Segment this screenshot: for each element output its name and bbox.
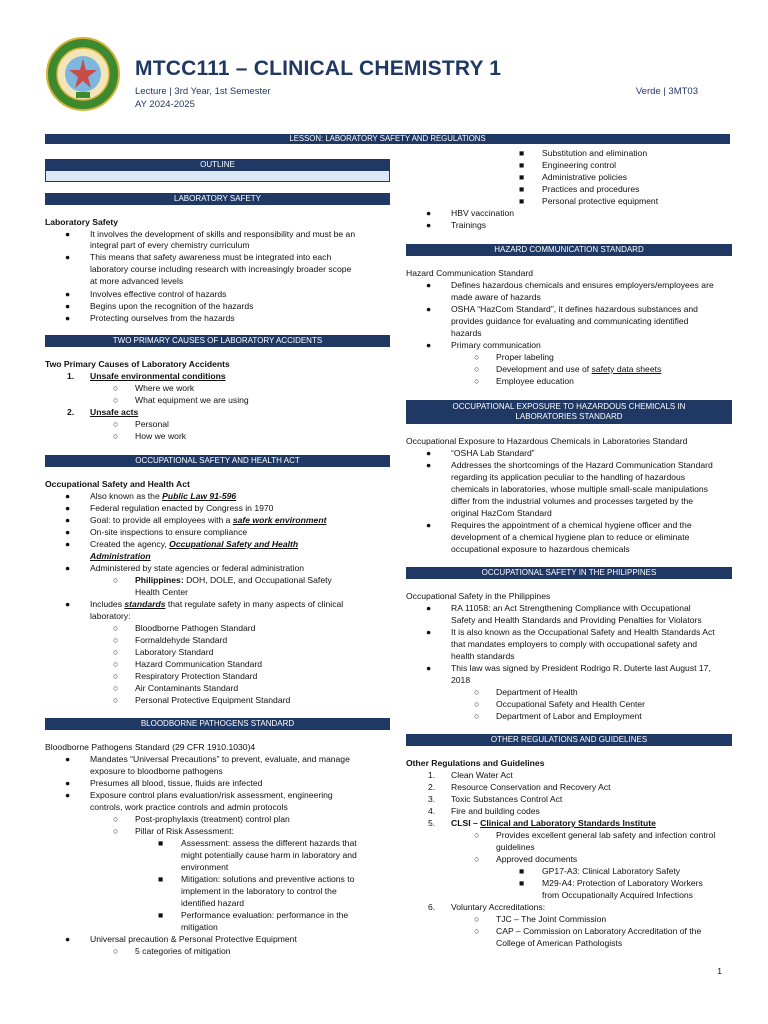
org-title: Other Regulations and Guidelines — [406, 758, 545, 768]
text: Development and use of — [496, 364, 592, 374]
oe-header — [406, 400, 732, 424]
square-bullet: ■ — [519, 160, 525, 170]
list-item: Toxic Substances Control Act — [451, 794, 563, 804]
list-item: CAP – Commission on Laboratory Accreditation of the — [496, 926, 702, 936]
list-item: Addresses the shortcomings of the Hazard Communication Standard — [451, 460, 713, 470]
list-item: TJC – The Joint Commission — [496, 914, 607, 924]
list-item: identified hazard — [181, 898, 245, 908]
osha-header: OCCUPATIONAL SAFETY AND HEALTH ACT — [45, 455, 390, 467]
page-number: 1 — [717, 966, 722, 976]
bullet: ● — [65, 301, 71, 311]
list-item: HBV vaccination — [451, 208, 515, 218]
bullet: ● — [426, 280, 432, 290]
list-item: Respiratory Protection Standard — [135, 671, 258, 681]
college-seal-logo — [46, 37, 120, 111]
list-item: GP17-A3: Clinical Laboratory Safety — [542, 866, 681, 876]
bullet: ● — [426, 460, 432, 470]
list-item: Pillar of Risk Assessment: — [135, 826, 234, 836]
list-item: occupational exposure to hazardous chemicals — [451, 544, 630, 554]
list-item: environment — [181, 862, 229, 872]
bullet: ● — [65, 313, 71, 323]
list-number: 5. — [428, 818, 436, 828]
list-item: Department of Labor and Employment — [496, 711, 642, 721]
list-item — [90, 515, 326, 527]
bullet: ● — [65, 289, 71, 299]
list-item: mitigation — [181, 922, 218, 932]
circle-bullet: ○ — [113, 395, 119, 405]
circle-bullet: ○ — [113, 431, 119, 441]
list-item — [90, 491, 236, 503]
list-item: Proper labeling — [496, 352, 554, 362]
lab-safety-title: Laboratory Safety — [45, 217, 119, 227]
bullet: ● — [426, 208, 432, 218]
list-item: Mandates “Universal Precautions” to prevent, evaluate, and manage — [90, 754, 350, 764]
list-item: Performance evaluation: performance in the — [181, 910, 349, 920]
list-item: RA 11058: an Act Strengthening Compliance with Occupational — [451, 603, 691, 613]
list-item: Clean Water Act — [451, 770, 513, 780]
bullet: ● — [65, 503, 71, 513]
list-item: Exposure control plans evaluation/risk assessment, engineering — [90, 790, 333, 800]
list-item: It involves the development of skills and responsibility and must be an — [90, 229, 356, 239]
bullet: ● — [426, 304, 432, 314]
bullet: ● — [65, 790, 71, 800]
list-item: Defines hazardous chemicals and ensures employers/employees are — [451, 280, 714, 290]
hcs-title: Hazard Communication Standard — [406, 268, 534, 278]
list-item — [135, 575, 332, 587]
list-item: Employee education — [496, 376, 574, 386]
list-number: 1. — [67, 371, 75, 381]
cause-2: Unsafe acts — [90, 407, 139, 417]
bullet: ● — [426, 603, 432, 613]
text: CLSI – — [451, 818, 481, 828]
emphasis: Clinical and Laboratory Standards Institute — [480, 818, 656, 828]
list-item: from Occupationally Acquired Infections — [542, 890, 693, 900]
list-item: Substitution and elimination — [542, 148, 648, 158]
text: that regulate safety in many aspects of clinical — [165, 599, 344, 609]
list-item: Provides excellent general lab safety and infection control — [496, 830, 716, 840]
list-item: Fire and building codes — [451, 806, 540, 816]
list-item: M29-A4: Protection of Laboratory Workers — [542, 878, 703, 888]
list-item: Federal regulation enacted by Congress in 1970 — [90, 503, 274, 513]
list-item: Requires the appointment of a chemical hygiene officer and the — [451, 520, 692, 530]
circle-bullet: ○ — [474, 687, 480, 697]
circle-bullet: ○ — [474, 699, 480, 709]
list-item: Voluntary Accreditations: — [451, 902, 546, 912]
list-item: differ from the industrial volumes and processes targeted by the — [451, 496, 694, 506]
emphasis: Philippines: — [135, 575, 184, 585]
list-number: 2. — [67, 407, 75, 417]
list-item: Bloodborne Pathogen Standard — [135, 623, 256, 633]
square-bullet: ■ — [519, 878, 525, 888]
bullet: ● — [65, 539, 71, 549]
circle-bullet: ○ — [474, 926, 480, 936]
circle-bullet: ○ — [113, 671, 119, 681]
circle-bullet: ○ — [113, 647, 119, 657]
course-title: MTCC111 – CLINICAL CHEMISTRY 1 — [135, 57, 502, 80]
list-item: Presumes all blood, tissue, fluids are infected — [90, 778, 263, 788]
oe-header-line2: LABORATORIES STANDARD — [515, 412, 623, 421]
author-section: Verde | 3MT03 — [635, 86, 698, 97]
ph-header: OCCUPATIONAL SAFETY IN THE PHILIPPINES — [406, 567, 732, 579]
list-item — [451, 818, 656, 830]
circle-bullet: ○ — [474, 914, 480, 924]
list-item: chemicals in laboratories, whose multiple small-scale manipulations — [451, 484, 708, 494]
list-item — [90, 599, 343, 611]
circle-bullet: ○ — [113, 695, 119, 705]
oe-header-line1: OCCUPATIONAL EXPOSURE TO HAZARDOUS CHEMICALS IN — [452, 402, 686, 411]
circle-bullet: ○ — [113, 659, 119, 669]
list-item: Universal precaution & Personal Protective Equipment — [90, 934, 297, 944]
list-item: Personal — [135, 419, 169, 429]
two-causes-header: TWO PRIMARY CAUSES OF LABORATORY ACCIDENTS — [45, 335, 390, 347]
bullet: ● — [65, 778, 71, 788]
list-item: Approved documents — [496, 854, 578, 864]
list-item: It is also known as the Occupational Safety and Health Standards Act — [451, 627, 715, 637]
bullet: ● — [65, 527, 71, 537]
bbp-title: Bloodborne Pathogens Standard (29 CFR 1910.1030)4 — [45, 742, 256, 752]
bullet: ● — [65, 563, 71, 573]
circle-bullet: ○ — [113, 623, 119, 633]
list-item: 2018 — [451, 675, 471, 685]
list-item: health standards — [451, 651, 515, 661]
list-item: Personal Protective Equipment Standard — [135, 695, 291, 705]
list-item: Post-prophylaxis (treatment) control plan — [135, 814, 290, 824]
list-item: Health Center — [135, 587, 189, 597]
list-item: Formaldehyde Standard — [135, 635, 228, 645]
lab-safety-header: LABORATORY SAFETY — [45, 193, 390, 205]
bullet: ● — [65, 934, 71, 944]
list-item: at more advanced levels — [90, 276, 184, 286]
list-item: “OSHA Lab Standard” — [451, 448, 535, 458]
list-item: This means that safety awareness must be integrated into each — [90, 252, 332, 262]
circle-bullet: ○ — [474, 711, 480, 721]
list-number: 6. — [428, 902, 436, 912]
circle-bullet: ○ — [113, 575, 119, 585]
list-item: implement in the laboratory to control the — [181, 886, 337, 896]
square-bullet: ■ — [519, 148, 525, 158]
list-item: Primary communication — [451, 340, 541, 350]
oe-title: Occupational Exposure to Hazardous Chemicals in Laboratories Standard — [406, 436, 688, 446]
list-item: that mandates employers to comply with occupational safety and — [451, 639, 698, 649]
bullet: ● — [426, 340, 432, 350]
circle-bullet: ○ — [474, 352, 480, 362]
list-item: OSHA “HazCom Standard”, it defines hazardous substances and — [451, 304, 698, 314]
circle-bullet: ○ — [474, 364, 480, 374]
public-law: Public Law 91-596 — [162, 491, 237, 501]
list-item: exposure to bloodborne pathogens — [90, 766, 223, 776]
square-bullet: ■ — [519, 866, 525, 876]
list-item: Laboratory Standard — [135, 647, 214, 657]
course-info — [135, 85, 271, 111]
circle-bullet: ○ — [113, 814, 119, 824]
list-item: original HazCom Standard — [451, 508, 552, 518]
list-item: Air Contaminants Standard — [135, 683, 239, 693]
list-item: Assessment: assess the different hazards that — [181, 838, 357, 848]
hcs-header: HAZARD COMMUNICATION STANDARD — [406, 244, 732, 256]
list-number: 3. — [428, 794, 436, 804]
square-bullet: ■ — [519, 172, 525, 182]
bullet: ● — [426, 220, 432, 230]
cause-1: Unsafe environmental conditions — [90, 371, 226, 381]
text: Includes — [90, 599, 125, 609]
list-item: laboratory: — [90, 611, 131, 621]
list-item: guidelines — [496, 842, 535, 852]
list-item: How we work — [135, 431, 187, 441]
list-number: 1. — [428, 770, 436, 780]
square-bullet: ■ — [158, 838, 164, 848]
list-item: integral part of every chemistry curriculum — [90, 240, 250, 250]
list-item: development of a chemical hygiene plan to reduce or eliminate — [451, 532, 690, 542]
list-item: Begins upon the recognition of the hazards — [90, 301, 254, 311]
outline-box — [45, 170, 390, 182]
bullet: ● — [65, 229, 71, 239]
circle-bullet: ○ — [113, 683, 119, 693]
square-bullet: ■ — [158, 874, 164, 884]
list-item: Practices and procedures — [542, 184, 640, 194]
circle-bullet: ○ — [474, 854, 480, 864]
osha-title: Occupational Safety and Health Act — [45, 479, 190, 489]
bullet: ● — [65, 491, 71, 501]
square-bullet: ■ — [519, 196, 525, 206]
list-item: Administration — [90, 551, 151, 561]
lesson-title-bar: LESSON: LABORATORY SAFETY AND REGULATIONS — [45, 134, 730, 144]
list-item: laboratory course including research with increasingly broader scope — [90, 264, 352, 274]
bullet: ● — [426, 663, 432, 673]
list-item: Personal protective equipment — [542, 196, 659, 206]
list-item: Protecting ourselves from the hazards — [90, 313, 235, 323]
list-item: hazards — [451, 328, 482, 338]
bullet: ● — [426, 627, 432, 637]
list-item: Engineering control — [542, 160, 617, 170]
list-item: might potentially cause harm in laboratory and — [181, 850, 357, 860]
two-causes-title: Two Primary Causes of Laboratory Accidents — [45, 359, 230, 369]
list-item — [90, 539, 298, 551]
list-item: Administrative policies — [542, 172, 628, 182]
list-item: provides guidance for evaluating and communicating identified — [451, 316, 689, 326]
list-item: Hazard Communication Standard — [135, 659, 263, 669]
list-item: 5 categories of mitigation — [135, 946, 231, 956]
bullet: ● — [65, 515, 71, 525]
list-number: 4. — [428, 806, 436, 816]
list-item: This law was signed by President Rodrigo R. Duterte last August 17, — [451, 663, 711, 673]
bullet: ● — [426, 520, 432, 530]
emphasis: standards — [124, 599, 166, 609]
academic-year: AY 2024-2025 — [135, 99, 195, 110]
circle-bullet: ○ — [474, 376, 480, 386]
list-item: Safety and Health Standards and Providing Penalties for Violators — [451, 615, 702, 625]
list-item: Mitigation: solutions and preventive actions to — [181, 874, 355, 884]
circle-bullet: ○ — [113, 946, 119, 956]
list-item: regarding its application peculiar to the handling of hazardous — [451, 472, 686, 482]
org-header: OTHER REGULATIONS AND GUIDELINES — [406, 734, 732, 746]
circle-bullet: ○ — [113, 419, 119, 429]
list-item: Department of Health — [496, 687, 578, 697]
list-item — [496, 364, 661, 376]
emphasis: Occupational Safety and Health — [169, 539, 299, 549]
outline-header: OUTLINE — [45, 159, 390, 171]
list-item: Resource Conservation and Recovery Act — [451, 782, 611, 792]
list-item: Occupational Safety and Health Center — [496, 699, 646, 709]
list-item: Trainings — [451, 220, 487, 230]
list-item: controls, work practice controls and admin protocols — [90, 802, 288, 812]
list-item: Involves effective control of hazards — [90, 289, 227, 299]
course-term: Lecture | 3rd Year, 1st Semester — [135, 86, 271, 97]
list-item: Where we work — [135, 383, 195, 393]
list-item: Administered by state agencies or federal administration — [90, 563, 305, 573]
list-item: made aware of hazards — [451, 292, 541, 302]
text: Created the agency, — [90, 539, 170, 549]
bullet: ● — [426, 448, 432, 458]
circle-bullet: ○ — [113, 635, 119, 645]
text: DOH, DOLE, and Occupational Safety — [183, 575, 332, 585]
list-item: College of American Pathologists — [496, 938, 623, 948]
circle-bullet: ○ — [113, 826, 119, 836]
emphasis: safety data sheets — [591, 364, 662, 374]
bullet: ● — [65, 599, 71, 609]
circle-bullet: ○ — [113, 383, 119, 393]
square-bullet: ■ — [158, 910, 164, 920]
text: Goal: to provide all employees with a — [90, 515, 233, 525]
ph-title: Occupational Safety in the Philippines — [406, 591, 551, 601]
emphasis: safe work environment — [232, 515, 327, 525]
bullet: ● — [65, 754, 71, 764]
square-bullet: ■ — [519, 184, 525, 194]
circle-bullet: ○ — [474, 830, 480, 840]
text: Also known as the — [90, 491, 163, 501]
bbp-header: BLOODBORNE PATHOGENS STANDARD — [45, 718, 390, 730]
list-item: On-site inspections to ensure compliance — [90, 527, 248, 537]
list-number: 2. — [428, 782, 436, 792]
bullet: ● — [65, 252, 71, 262]
list-item: What equipment we are using — [135, 395, 249, 405]
